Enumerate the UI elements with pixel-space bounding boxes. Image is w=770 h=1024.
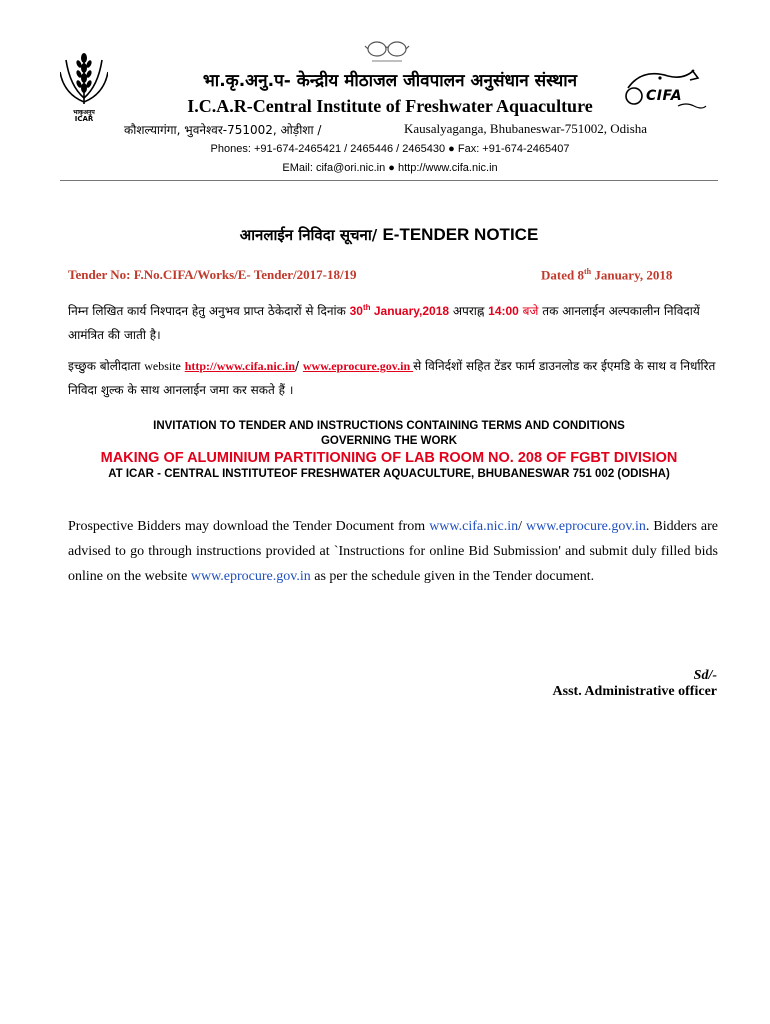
cifa-logo-text: CIFA <box>646 88 683 104</box>
english-body-paragraph: Prospective Bidders may download the Tender Document from www.cifa.nic.in/ www.eprocure.gov.in. Bidders are advised to go through instructions provided at `Instructions for online Bid Submission' and submit duly filled bids online on the website www.eprocure.gov.in as per the schedule given in the Tender document. <box>68 519 718 584</box>
hindi-paragraph-download: इच्छुक बोलीदाता website http://www.cifa.nic.in/ www.eprocure.gov.in से विनिर्दशों सहित टेंडर फार्म डाउनलोड कर ईएमडि के साथ व निर्धारित निविदा शुल्क के साथ आनलाईन जमा कर सकते हैं । <box>68 359 716 397</box>
notice-title-hindi: आनलाईन निविदा सूचना/ <box>239 226 378 244</box>
cifa-website-link[interactable]: www.cifa.nic.in <box>429 519 519 534</box>
email-web-line: EMail: cifa@ori.nic.in ● http://www.cifa.nic.in <box>282 162 498 174</box>
eprocure-website-link-2[interactable]: www.eprocure.gov.in <box>190 569 311 584</box>
invitation-heading-line1: INVITATION TO TENDER AND INSTRUCTIONS CONTAINING TERMS AND CONDITIONS <box>153 420 625 432</box>
eprocure-link[interactable]: www.eprocure.gov.in <box>302 359 414 373</box>
notice-title <box>60 225 718 245</box>
header-divider <box>60 180 718 181</box>
phone-fax-line: Phones: +91-674-2465421 / 2465446 / 2465430 ● Fax: +91-674-2465407 <box>210 143 570 155</box>
notice-title-english: E-TENDER NOTICE <box>382 225 539 244</box>
tender-number: Tender No: F.No.CIFA/Works/E- Tender/2017-18/19 <box>68 267 357 282</box>
institute-english-name: I.C.A.R-Central Institute of Freshwater Aquaculture <box>187 96 593 116</box>
invitation-heading-line2: GOVERNING THE WORK <box>320 435 458 447</box>
icar-logo-hindi: भाकृअनुप <box>73 109 95 116</box>
cifa-link[interactable]: http://www.cifa.nic.in <box>184 359 296 373</box>
icar-logo-text: ICAR <box>74 115 94 123</box>
address-english: Kausalyaganga, Bhubaneswar-751002, Odisha <box>404 121 648 136</box>
hindi-paragraph-invitation: निम्न लिखित कार्य निश्पादन हेतु अनुभव प्राप्त ठेकेदारों से दिनांक 30th January,2018 अपराह्न 14:00 बजे तक आनलाईन अल्पकालीन निविदायें आमंत्रित की जाती है। <box>68 303 700 342</box>
signature-sd: Sd/- <box>693 668 717 683</box>
work-title: MAKING OF ALUMINIUM PARTITIONING OF LAB ROOM NO. 208 OF FGBT DIVISION <box>100 450 678 466</box>
tender-date: Dated 8th January, 2018 <box>541 267 673 283</box>
institute-hindi-name: भा.कृ.अनु.प- केन्द्रीय मीठाजल जीवपालन अनुसंधान संस्थान <box>202 71 578 91</box>
work-location: AT ICAR - CENTRAL INSTITUTEOF FRESHWATER AQUACULTURE, BHUBANESWAR 751 002 (ODISHA) <box>108 468 670 480</box>
icar-logo <box>60 46 108 124</box>
address-hindi: कौशल्यागंगा, भुवनेश्वर-751002, ओड़ीशा / <box>124 123 322 137</box>
spectacles-emblem-icon <box>364 38 410 64</box>
signatory-title: Asst. Administrative officer <box>552 684 717 699</box>
eprocure-website-link[interactable]: www.eprocure.gov.in <box>525 519 646 534</box>
